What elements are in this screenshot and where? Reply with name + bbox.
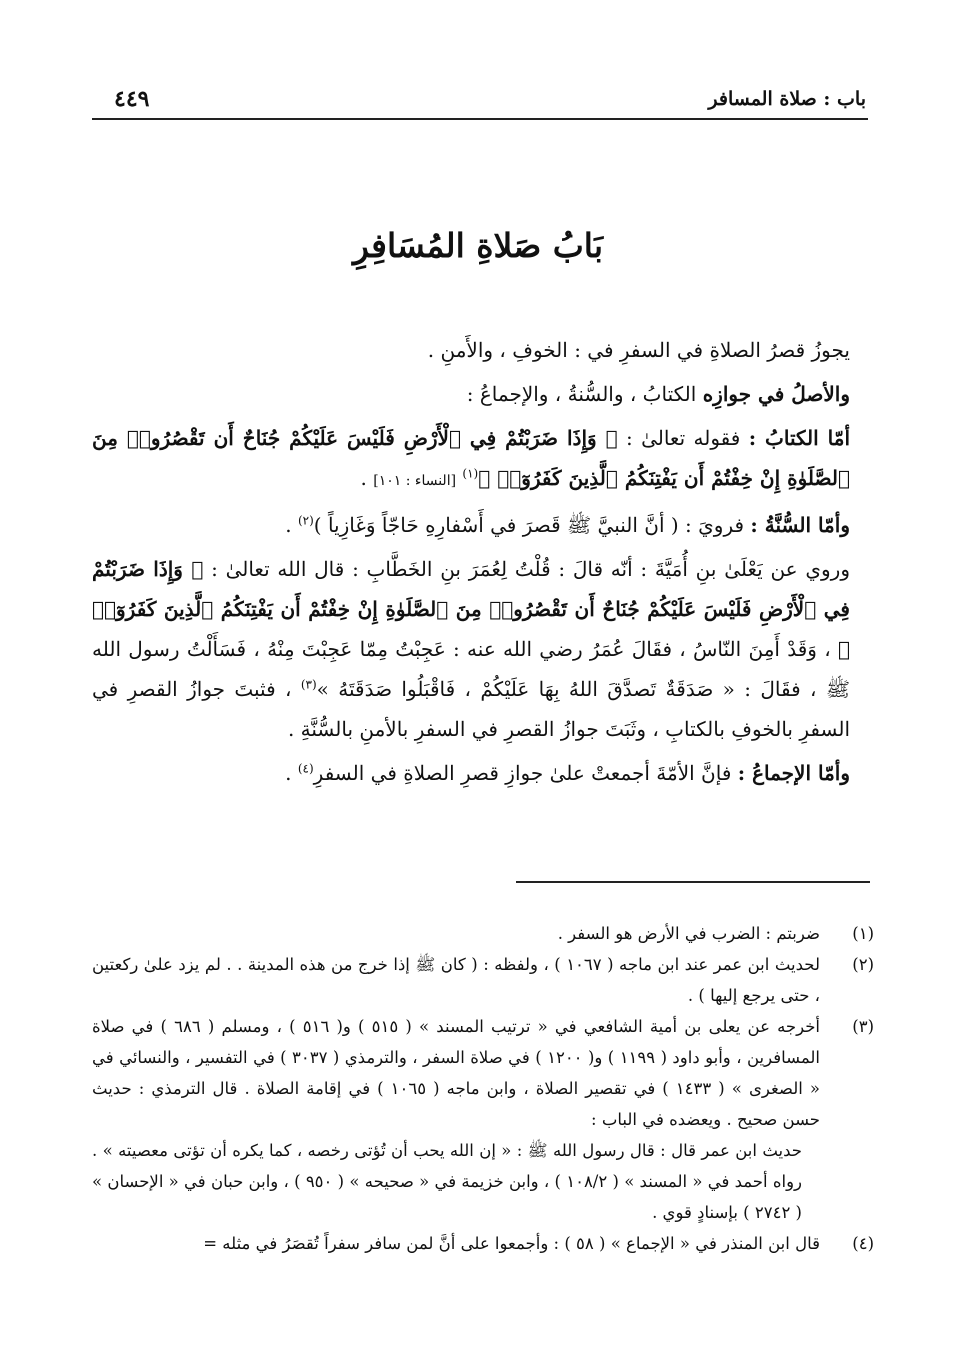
paragraph-kitab-end: . xyxy=(360,466,367,490)
running-chapter-title: باب : صلاة المسافر xyxy=(708,88,866,110)
footnote-text: ضربتم : الضرب في الأرض هو السفر . xyxy=(557,924,820,943)
footnote-text: قال ابن المنذر في « الإجماع » ( ٥٨ ) : وأجمعوا على أنَّ لمن سافر سفراً تُقصَرُ في مثله = xyxy=(203,1234,820,1253)
paragraph-ijma-lead: وأمّا الإجماعُ : xyxy=(737,761,850,785)
paragraph-kitab xyxy=(92,418,868,501)
paragraph-1-text: يجوزُ قصرُ الصلاةِ في السفرِ في : الخوفِ ، والأَمنِ . xyxy=(427,338,850,362)
paragraph-2-text: الكتابُ ، والسُّنةُ ، والإجماعُ : xyxy=(466,382,697,406)
paragraph-2-lead: والأصلُ في جوازِه xyxy=(702,382,850,406)
paragraph-sunnah-text: فرويَ : ( أنَّ النبيَّ ﷺ قَصرَ في أَسْفارِهِ حَاجّاً وَغَازِياً ) xyxy=(313,513,745,537)
quran-verse-2: ﴿ وَإِذَا ضَرَبْتُمْ فِي ٱلْأَرْضِ فَلَيْسَ عَلَيْكُمْ جُنَاحٌ أَن تَقْصُرُوا۟ مِنَ ٱلصَّلَوٰةِ إِنْ خِفْتُمْ أَن يَفْتِنَكُمُ ٱلَّذِينَ كَفَرُوٓا۟ ﴾ xyxy=(92,557,850,661)
footnote-ref-1[interactable]: (١) xyxy=(462,466,479,481)
paragraph-ijma-end: . xyxy=(285,761,292,785)
footnote-number: (١) xyxy=(852,924,874,943)
paragraph-sunnah-lead: وأمّا السُّنَّةُ : xyxy=(750,513,850,537)
paragraph-ijma-text: فإنَّ الأمّةَ أجمعتْ علىٰ جوازِ قصرِ الصلاةِ في السفرِ xyxy=(313,761,732,785)
footnote-number: (٣) xyxy=(852,1017,874,1036)
chapter-title: بَابُ صَلاةِ المُسَافِرِ xyxy=(352,226,604,265)
footnote-text: أخرجه عن يعلى بن أمية الشافعي في « ترتيب المسند » ( ٥١٥ ) و( ٥١٦ ) ، ومسلم ( ٦٨٦ ) في صلاة المسافرين ، وأبو داود ( ١١٩٩ ) و( ١٢٠٠ ) في صلاة السفر ، والترمذي ( ٣٠٣٧ ) في التفسير ، والنسائي في « الصغرى » ( ١٤٣٣ ) في تقصير الصلاة ، وابن ماجه ( ١٠٦٥ ) في إقامة الصلاة . قال الترمذي : حديث حسن صحيح . ويعضده في الباب : xyxy=(92,1017,821,1129)
paragraph-kitab-intro: فقوله تعالىٰ : xyxy=(625,426,741,450)
footnote-3-continuation: حديث ابن عمر قال : قال رسول الله ﷺ : « إن الله يحب أن تُؤتى رخصه ، كما يكره أن تؤتى معصيته » . رواه أحمد في « المسند » ( ١٠٨/٢ ) ، وابن خزيمة في « صحيحه » ( ٩٥٠ ) ، وابن حبان في « الإحسان » ( ٢٧٤٢ ) بإسنادٍ قوي . xyxy=(92,1141,803,1222)
footnote-3 xyxy=(92,1011,874,1135)
paragraph-yala-text-a: وروي عن يَعْلَىٰ بنِ أُمَيَّةَ : أنّه قالَ : قُلْتُ لِعُمَرَ بنِ الخَطَّابِ : قال الله تعالىٰ : xyxy=(211,557,850,581)
main-text xyxy=(92,330,868,797)
paragraph-sunnah-end: . xyxy=(285,513,292,537)
paragraph-sunnah xyxy=(92,505,868,545)
footnote-number: (٢) xyxy=(852,955,874,974)
footnote-4 xyxy=(92,1228,874,1259)
paragraph-yala-text-c: ، فثبتَ جوازُ القصرِ في السفرِ بالخوفِ بالكتابِ ، وثَبَتَ جوازُ القصرِ في السفرِ بالأمنِ بالسُّنَّةِ . xyxy=(92,677,850,741)
page-number: ٤٤٩ xyxy=(114,86,150,112)
footnote-number: (٤) xyxy=(852,1234,874,1253)
footnote-ref-2[interactable]: (٢) xyxy=(297,513,314,528)
paragraph-ijma xyxy=(92,753,868,793)
paragraph-kitab-lead: أمّا الكتابُ : xyxy=(748,426,850,450)
verse-citation: [النساء : ١٠١] xyxy=(373,473,457,489)
paragraph-yala-text-b: ، وَقَدْ أَمِنَ النّاسُ ، فقَالَ عُمَرُ رضي الله عنه : عَجِبْتُ مِمّا عَجِبْتَ مِنْهُ ، فَسَأَلْتُ رسول الله ﷺ ، فقَالَ : « صَدَقَةٌ تَصدَّقَ اللهُ بِهَا عَلَيْكُمْ ، فَاقْبَلُوا صَدَقَتَهُ » xyxy=(92,637,851,701)
footnote-2 xyxy=(92,949,874,1011)
running-header xyxy=(92,84,868,120)
quran-verse: ﴿ وَإِذَا ضَرَبْتُمْ فِي ٱلْأَرْضِ فَلَيْسَ عَلَيْكُمْ جُنَاحٌ أَن تَقْصُرُوا۟ مِنَ ٱلصَّلَوٰةِ إِنْ خِفْتُمْ أَن يَفْتِنَكُمُ ٱلَّذِينَ كَفَرُوٓا۟ ﴾ xyxy=(92,426,850,490)
footnote-divider xyxy=(516,881,870,883)
paragraph-yala xyxy=(92,549,868,749)
footnote-text: لحديث ابن عمر عند ابن ماجه ( ١٠٦٧ ) ، ولفظه : ( كان ﷺ إذا خرج من هذه المدينة . . لم يزد علىٰ ركعتين ، حتى يرجع إليها ) . xyxy=(92,955,820,1005)
footnote-ref-4[interactable]: (٤) xyxy=(297,761,314,776)
footnote-1 xyxy=(92,918,874,949)
paragraph-2 xyxy=(92,374,868,414)
footnotes xyxy=(92,918,874,1259)
footnote-ref-3[interactable]: (٣) xyxy=(300,677,317,692)
paragraph-1 xyxy=(92,330,868,370)
